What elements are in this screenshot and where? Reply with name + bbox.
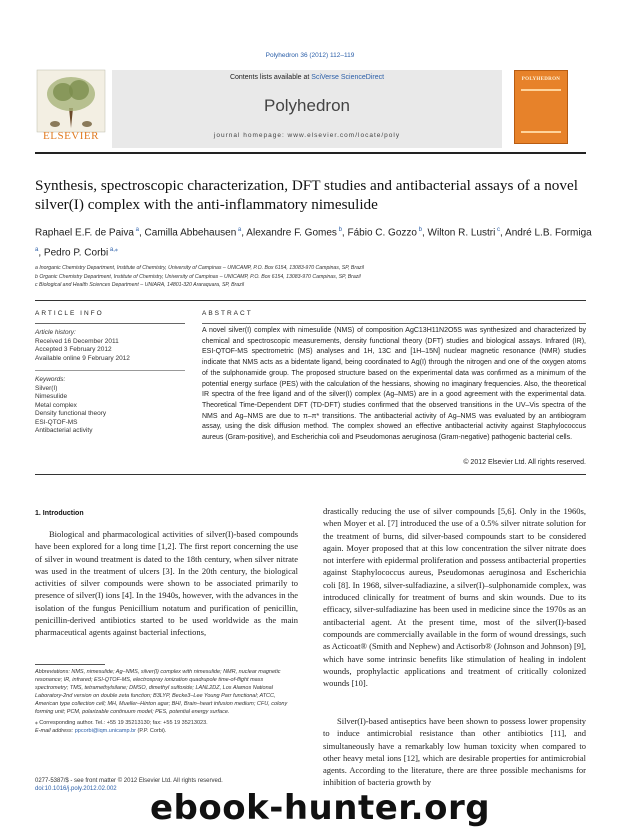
affiliation-c: c Biological and Health Sciences Department – UNIARA, 14801-320 Araraquara, SP, Brazil: [35, 282, 245, 288]
author-name[interactable]: André L.B. Formiga: [505, 227, 592, 239]
footnote-rule: [35, 664, 105, 665]
keywords: [35, 376, 185, 436]
received-date: Received 16 December 2011: [35, 337, 119, 345]
email-label: E-mail address:: [35, 728, 75, 734]
info-rule: [35, 323, 185, 324]
info-rule: [35, 370, 185, 371]
journal-cover-image: [514, 70, 568, 144]
affiliation-marker[interactable]: b: [416, 227, 422, 233]
copyright: © 2012 Elsevier Ltd. All rights reserved.: [463, 459, 586, 466]
intro-paragraph: Biological and pharmacological activities of silver(I)-based compounds have been explored for a long time [1,2]. The first report concerning the use of silver in wound treatment is dated to the 18th century, when silver nitrate was used in the treatment of ulcers [3]. In the 20th century, the biological activities of silver compounds were shown to be associated primarily to presence of silver(I) ions [4]. In the 1940s, however, with the advances in the isolation of the fungus Penicillium notatum and purification of penicillin, penicillin-derived antibiotics started to be used worldwide as the main pharmaceutical agents against bacterial infections,: [35, 529, 298, 638]
author-name[interactable]: Fábio C. Gozzo: [347, 227, 417, 239]
affiliation-b: b Organic Chemistry Department, Institute of Chemistry, University of Campinas – UNICAMP, P.O. Box 6154, 13083-970 Campinas, SP, Brazil: [35, 273, 361, 280]
contents-prefix: Contents lists available at: [229, 74, 312, 81]
article-history: [35, 329, 185, 363]
cover-title: POLYHEDRON: [521, 77, 561, 82]
watermark-text: ebook-hunter.org: [150, 788, 491, 828]
footnotes: [35, 668, 298, 735]
affiliation-marker[interactable]: a: [236, 227, 242, 233]
affiliation-marker[interactable]: b: [336, 227, 342, 233]
journal-homepage[interactable]: journal homepage: www.elsevier.com/locate/poly: [213, 132, 401, 139]
article-info-header: ARTICLE INFO: [35, 310, 104, 317]
author-list: Raphael E.F. de Paiva $^a$, Camilla Abbehausen $^a$, Alexandre F. Gomes $^b$, Fábio C. Gozzo $^b$, Wilton R. Lustri $^c$, André L.B. Formiga $^a$, Pedro P. Corbi $^{a,⁎}$: [35, 227, 592, 259]
separator-rule: [35, 474, 586, 475]
affiliation-a: a Inorganic Chemistry Department, Institute of Chemistry, University of Campinas – UNICAMP, P.O. Box 6154, 13083-970 Campinas, SP, Brazil: [35, 265, 364, 271]
affiliations: [35, 264, 595, 290]
keyword: Silver(I): [35, 384, 58, 392]
abstract-header: ABSTRACT: [202, 310, 253, 317]
affiliation-marker[interactable]: a,⁎: [108, 247, 118, 254]
keyword: Metal complex: [35, 401, 77, 409]
section-heading: 1. Introduction: [35, 510, 84, 517]
sciencedirect-link[interactable]: SciVerse ScienceDirect: [311, 74, 385, 81]
keyword: Nimesulide: [35, 393, 68, 400]
accepted-date: Accepted 3 February 2012: [35, 346, 112, 353]
corresponding-author: ⁎ Corresponding author. Tel.: +55 19 35213130; fax: +55 19 35213023.: [35, 720, 208, 726]
intro-paragraph: Silver(I)-based antiseptics have been shown to possess lower propensity to induce antimicrobial resistance than other antibiotics [11], and simultaneously have a remarkably low human toxicity when compared to other heavy metal ions [12], which are desirable properties for antimicrobial agents. According to the literature, there are three possible mechanisms for inhibition of bacteria growth by: [323, 716, 586, 788]
separator-rule: [35, 300, 586, 301]
article-title: Synthesis, spectroscopic characterization, DFT studies and antibacterial assays of a novel silver(I) complex with the anti-inflammatory nimesulide: [35, 177, 578, 213]
elsevier-logo: [35, 68, 107, 150]
author-name[interactable]: Alexandre F. Gomes: [246, 227, 337, 239]
journal-reference[interactable]: Polyhedron 36 (2012) 112–119: [265, 52, 355, 59]
keywords-label: Keywords:: [35, 376, 66, 383]
affiliation-marker[interactable]: a: [133, 227, 139, 233]
author-name[interactable]: Raphael E.F. de Paiva: [35, 227, 134, 239]
keyword: ESI-QTOF-MS: [35, 418, 78, 426]
abbreviations: Abbreviations: NMS, nimesulide; Ag–NMS, silver(I) complex with nimesulide; NMR, nuclear magnetic resonance; IR, infrared; ESI-QTOF-MS, electrospray ionization quadrupole time-of-flight mass spectrometry; TMS, tetramethylsilane; DMSO, dimethyl sulfoxide; LANL2DZ, Los Alamos National Laboratory-2nd version on double zeta function; B3LYP, Becke3–Lee Young Parr functional; ATCC, American type collection cell; MH, Mueller–Hinton agar; BHI, Brain–heart infusion medium; CFU, colony forming unit; PCM, polarizable continuum model; PES, potential energy surface.: [35, 669, 288, 715]
email-line: [35, 727, 298, 735]
email-link[interactable]: ppcorbi@iqm.unicamp.br: [74, 728, 136, 734]
contents-line: [112, 74, 502, 81]
issn-line: 0277-5387/$ - see front matter © 2012 Elsevier Ltd. All rights reserved.: [35, 778, 223, 784]
history-label: Article history:: [35, 329, 76, 336]
keyword: Density functional theory: [35, 410, 107, 417]
affiliation-marker[interactable]: a: [35, 247, 39, 254]
publisher-name: ELSEVIER: [43, 130, 99, 142]
author-name[interactable]: Camilla Abbehausen: [144, 227, 237, 239]
abstract-text: A novel silver(I) complex with nimesulide (NMS) of composition AgC13H11N2O5S was synthesized and characterized by chemical and spectroscopic measurements, density functional theory (DFT) studies and biological assays. Infrared (IR), ESI-QTOF-MS spectrometric (MS) analyses and 1H, 13C and [1H–15N] nuclear magnetic resonance (NMR) studies indicate that NMS acts as a bidentate ligand, being coordinated to Ag(I) through the nitrogen and one of the oxygen atoms of the sulphonamide group. The proposed structure based on the experimental data was confirmed as a minimum of the potential energy surface (PES) with the calculation of the hessians, showing no imaginary frequencies. Also, the theoretical IR spectra of the free ligand and of the silver(I) complex (Ag–NMS) are in a good agreement with the experimental data. Theoretical Time-Dependent DFT (TD-DFT) studies confirmed that the observed transitions in the UV–Vis spectra of the NMS and Ag–NMS are due to π–π* transitions. The antibacterial activity of Ag–NMS was evaluated by an antibiogram assay, using the disk diffusion method. The complex showed an effective antibacterial activity against Staphylococcus aureus (Gram-positive), and Escherichia coli and Pseudomonas aeruginosa (Gram-negative) pathogenic bacterial cells.: [202, 327, 586, 442]
online-date: Available online 9 February 2012: [35, 354, 130, 362]
cover-decoration: [521, 89, 561, 91]
journal-masthead: [112, 70, 502, 148]
intro-paragraph: drastically reducing the use of silver compounds [5,6]. Only in the 1960s, when Moyer et al. [7] introduced the use of a 0.5% silver nitrate solution for the treatment of burns, did silver-based compounds start to be considered again. Moyer proposed that at this low concentration the silver nitrate does not interfere with epidermal proliferation and possess antibacterial properties against Staphylococcus aureus, Pseudomonas aeruginosa and Escherichia coli [8]. In 1968, silver-sulfadiazine, a silver(I)–sulphonamide complex, was introduced clinically for treatment of burns and skin wounds. Due to its efficacy, silver-sulfadiazine has been used in medicine since the 1970s as an antibacterial agent. At the present time, most of the silver(I)-based compounds are commercially available in the form of wound dressings, such as Acticoat® (Smith and Nephew) and Actisorb® (Johnson and Johnson) [9], which have some intrinsic benefits like stimulation of healing in indolent wounds, prophylactic applications and treatment of critically colonized wounds [10].: [323, 506, 586, 689]
affiliation-marker[interactable]: c: [495, 227, 501, 233]
keyword: Antibacterial activity: [35, 427, 93, 434]
doi-link[interactable]: doi:10.1016/j.poly.2012.02.002: [35, 786, 117, 793]
abstract-rule: [202, 323, 586, 324]
email-suffix: (P.P. Corbi).: [135, 728, 167, 734]
journal-title: Polyhedron: [263, 96, 350, 115]
cover-decoration: [521, 131, 561, 133]
author-name[interactable]: Pedro P. Corbi: [43, 247, 109, 259]
author-name[interactable]: Wilton R. Lustri: [427, 227, 496, 239]
masthead-rule: [35, 152, 586, 154]
